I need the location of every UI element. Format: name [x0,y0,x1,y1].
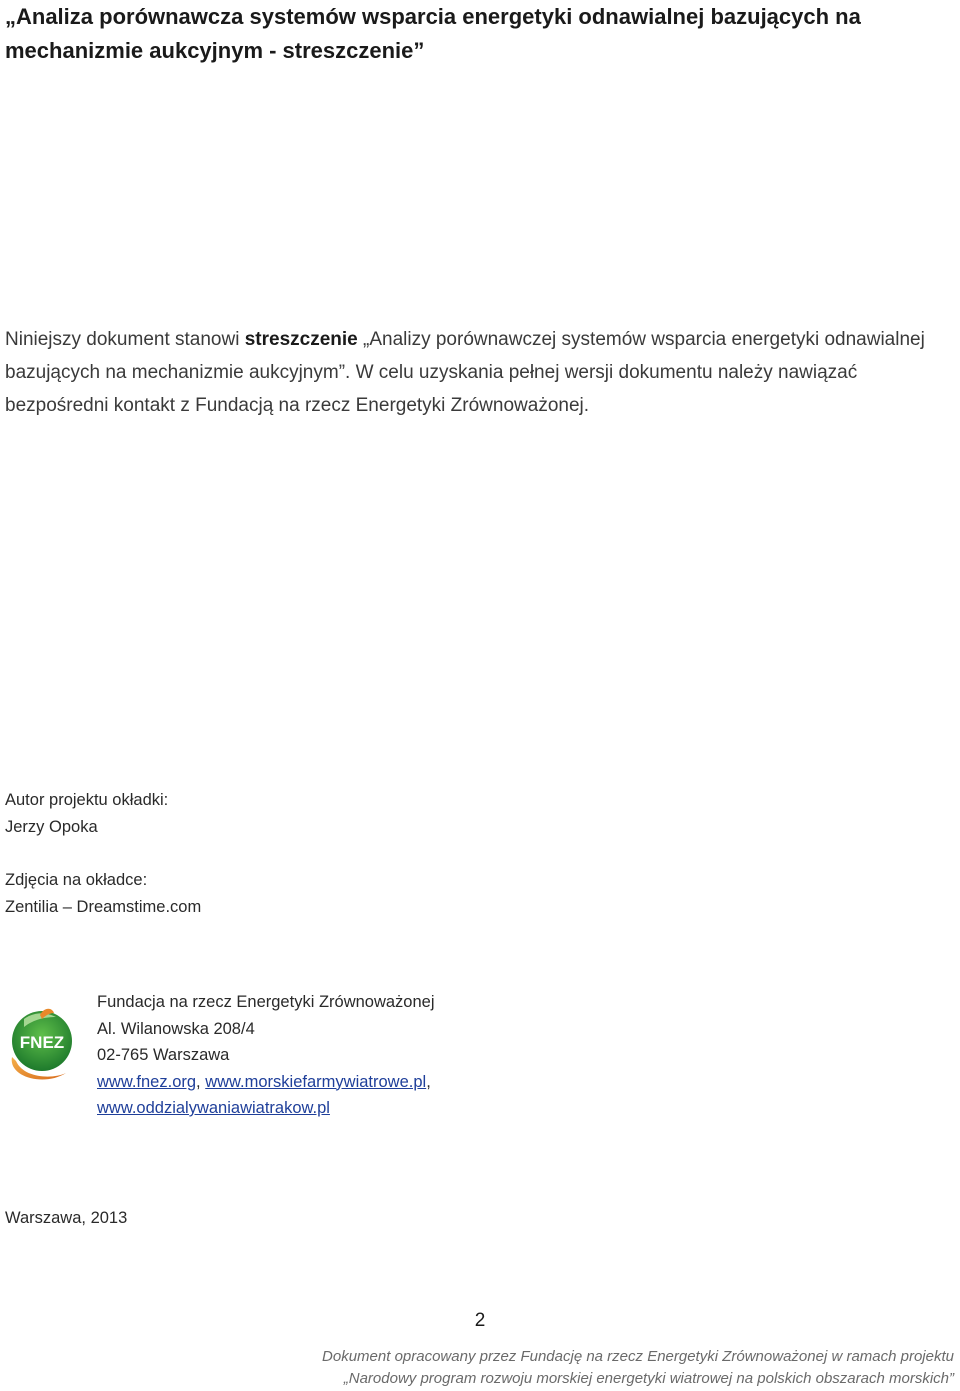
cover-author-label: Autor projektu okładki: [5,791,169,809]
organization-city: 02-765 Warszawa [97,1046,230,1064]
intro-paragraph [5,323,935,422]
cover-author-credit [5,787,168,841]
page-footer [194,1346,954,1390]
organization-name: Fundacja na rzecz Energetyki Zrównoważonej [97,993,435,1011]
fnez-logo-text: FNEZ [19,1033,65,1052]
oddzialywaniawiatrakow-link[interactable]: www.oddzialywaniawiatrakow.pl [97,1099,330,1117]
morskiefarmywiatrowe-link[interactable]: www.morskiefarmywiatrowe.pl [205,1072,427,1091]
organization-street: Al. Wilanowska 208/4 [97,1019,255,1038]
organization-links-line-2 [97,1095,435,1122]
intro-text-part1: Niniejszy dokument stanowi [5,329,245,350]
cover-author-name: Jerzy Opoka [5,818,98,836]
place-and-date: Warszawa, 2013 [5,1209,128,1227]
fnez-link[interactable]: www.fnez.org [97,1072,197,1091]
footer-line-1: Dokument opracowany przez Fundację na rzecz Energetyki Zrównoważonej w ramach projektu [322,1348,954,1365]
organization-links-line [97,1069,435,1096]
link-separator: , [426,1072,431,1091]
fnez-logo-icon [4,1005,78,1085]
document-title: „Analiza porównawcza systemów wsparcia energetyki odnawialnej bazujących na mechanizmie aukcyjnym - streszczenie” [5,4,861,63]
link-separator: , [196,1072,206,1091]
intro-text-bold: streszczenie [244,329,358,350]
footer-line-2: „Narodowy program rozwoju morskiej energetyki wiatrowej na polskich obszarach morskich” [343,1370,954,1387]
cover-photos-source: Zentilia – Dreamstime.com [5,898,202,916]
page-number: 2 [474,1310,486,1331]
cover-photos-label: Zdjęcia na okładce: [5,871,148,889]
intro-text-part2: „Analizy porównawczej systemów wsparcia energetyki odnawialnej bazujących na mechanizmie aukcyjnym”. W celu uzyskania pełnej wersji dokumentu należy nawiązać bezpośredni kontakt z Fundacją na rzecz Energetyki Zrównoważonej. [5,329,925,416]
cover-photos-credit [5,867,201,921]
organization-contact [97,989,435,1122]
